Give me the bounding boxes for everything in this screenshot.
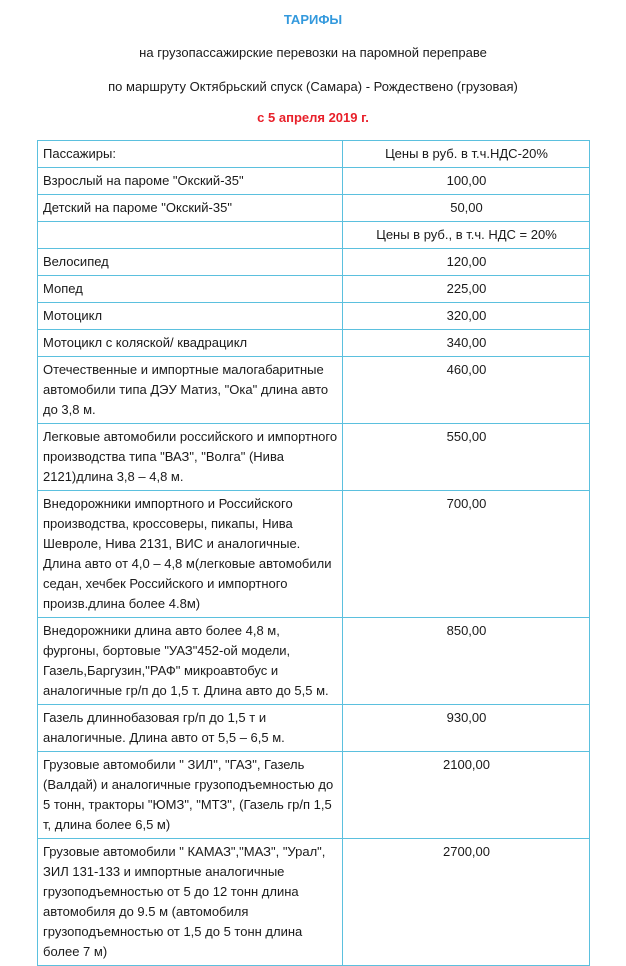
row-description: Легковые автомобили российского и импортного производства типа "ВАЗ", "Волга" (Нива 2121)длина 3,8 – 4,8 м.: [38, 424, 343, 491]
passengers-price-header: Цены в руб. в т.ч.НДС-20%: [343, 141, 590, 168]
row-description: Газель длиннобазовая гр/п до 1,5 т и аналогичные. Длина авто от 5,5 – 6,5 м.: [38, 705, 343, 752]
table-row: [38, 357, 590, 424]
row-price: 700,00: [343, 491, 590, 618]
table-row: [38, 330, 590, 357]
subtitle-route: по маршруту Октябрьский спуск (Самара) - Рождествено (грузовая): [108, 79, 518, 94]
row-price: 320,00: [343, 303, 590, 330]
empty-header-cell: [38, 222, 343, 249]
row-price: 100,00: [343, 168, 590, 195]
table-row: [38, 276, 590, 303]
table-row: [38, 705, 590, 752]
row-description: Мотоцикл с коляской/ квадрацикл: [38, 330, 343, 357]
table-row: [38, 839, 590, 966]
row-description: Велосипед: [38, 249, 343, 276]
passengers-header: Пассажиры:: [38, 141, 343, 168]
row-description: Детский на пароме "Окский-35": [38, 195, 343, 222]
row-price: 550,00: [343, 424, 590, 491]
row-description: Внедорожники импортного и Российского производства, кроссоверы, пикапы, Нива Шевроле, Нива 2131, ВИС и аналогичные. Длина авто от 4,0 – 4,8 м(легковые автомобили седан, хечбек Российского и импортного произв.длина более 4.8м): [38, 491, 343, 618]
subtitle-service: на грузопассажирские перевозки на паромной переправе: [139, 45, 487, 60]
page-title: ТАРИФЫ: [283, 12, 343, 27]
table-row: [38, 424, 590, 491]
tariff-table: [37, 140, 590, 966]
table-row: [38, 141, 590, 168]
row-description: Мопед: [38, 276, 343, 303]
row-description: Внедорожники длина авто более 4,8 м, фургоны, бортовые "УАЗ"452-ой модели, Газель,Баргузин,"РАФ" микроавтобус и аналогичные гр/п до 1,5 т. Длина авто до 5,5 м.: [38, 618, 343, 705]
table-row: [38, 222, 590, 249]
row-price: 120,00: [343, 249, 590, 276]
table-row: [38, 195, 590, 222]
row-description: Мотоцикл: [38, 303, 343, 330]
row-price: 850,00: [343, 618, 590, 705]
vehicles-price-header: Цены в руб., в т.ч. НДС = 20%: [343, 222, 590, 249]
row-description: Отечественные и импортные малогабаритные автомобили типа ДЭУ Матиз, "Ока" длина авто до 3,8 м.: [38, 357, 343, 424]
row-price: 225,00: [343, 276, 590, 303]
table-row: [38, 618, 590, 705]
table-row: [38, 303, 590, 330]
row-price: 2100,00: [343, 752, 590, 839]
row-price: 50,00: [343, 195, 590, 222]
table-row: [38, 168, 590, 195]
row-description: Грузовые автомобили " ЗИЛ", "ГАЗ", Газель (Валдай) и аналогичные грузоподъемностью до 5 тонн, тракторы "ЮМЗ", "МТЗ", (Газель гр/п 1,5 т, длина более 6,5 м): [38, 752, 343, 839]
row-price: 460,00: [343, 357, 590, 424]
row-description: Взрослый на пароме "Окский-35": [38, 168, 343, 195]
row-price: 2700,00: [343, 839, 590, 966]
table-row: [38, 752, 590, 839]
table-row: [38, 249, 590, 276]
row-description: Грузовые автомобили " КАМАЗ","МАЗ", "Урал", ЗИЛ 131-133 и импортные аналогичные грузоподъемностью от 5 до 12 тонн длина автомобиля до 9.5 м (автомобиля грузоподъемностью от 1,5 до 5 тонн длина более 7 м): [38, 839, 343, 966]
row-price: 930,00: [343, 705, 590, 752]
row-price: 340,00: [343, 330, 590, 357]
effective-date: с 5 апреля 2019 г.: [257, 110, 369, 125]
table-row: [38, 491, 590, 618]
